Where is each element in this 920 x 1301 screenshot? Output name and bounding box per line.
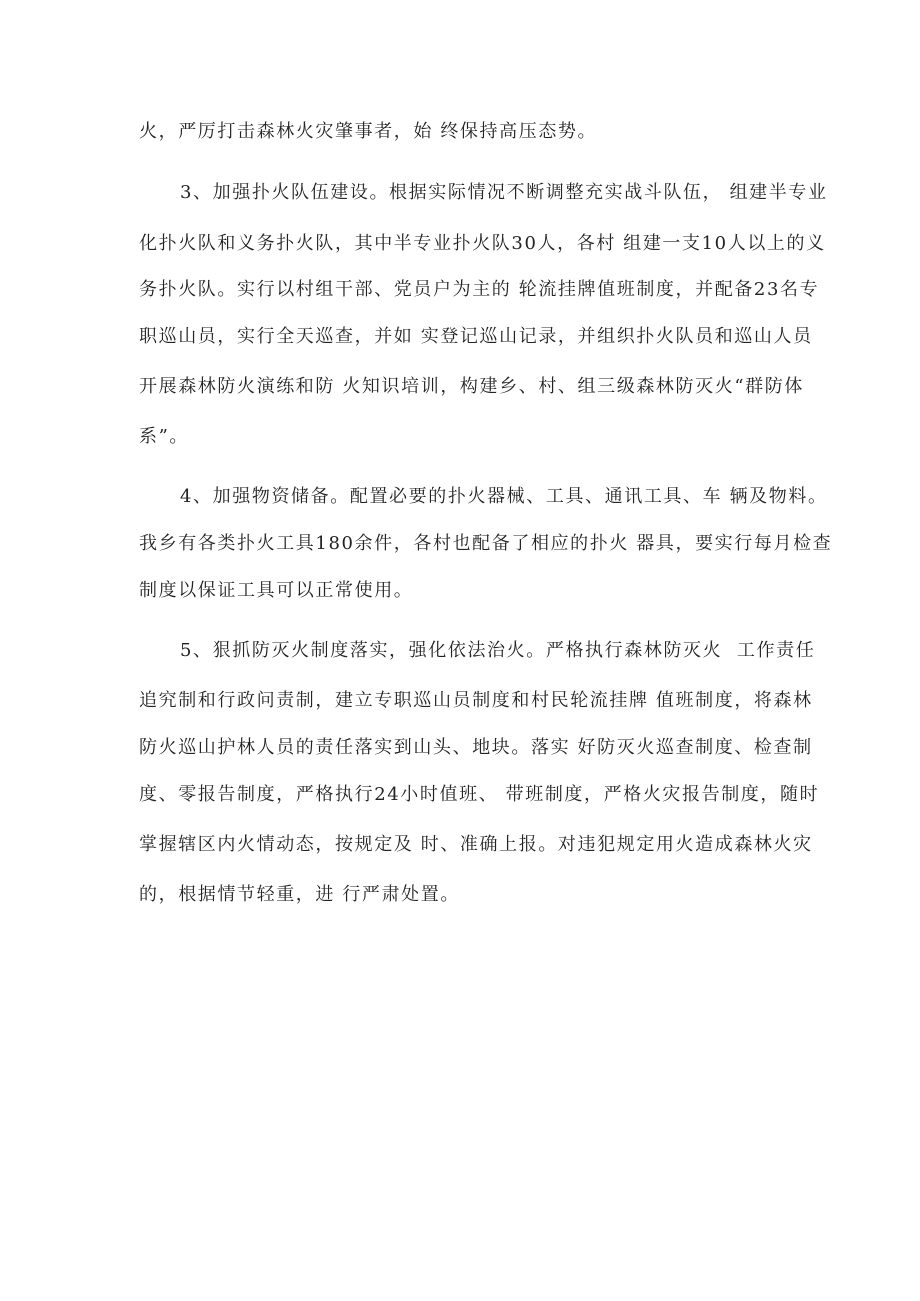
- paragraph-4-start: 4、加强物资储备。配置必要的扑火器械、工具、通讯工具、车 辆及物料。: [180, 486, 828, 507]
- text-line: 职巡山员，实行全天巡查，并如 实登记巡山记录，并组织扑火队员和巡山人员: [139, 326, 813, 347]
- paragraph-3-start: 3、加强扑火队伍建设。根据实际情况不断调整充实战斗队伍， 组建半专业: [180, 182, 828, 203]
- text-line: 开展森林防火演练和防 火知识培训，构建乡、村、组三级森林防灭火“群防体: [139, 376, 804, 397]
- text-line: 系”。: [139, 426, 190, 447]
- text-line: 的，根据情节轻重，进 行严肃处置。: [139, 884, 460, 905]
- text-line: 掌握辖区内火情动态，按规定及 时、准确上报。对违犯规定用火造成森林火灾: [139, 834, 813, 855]
- text-line: 制度以保证工具可以正常使用。: [139, 580, 414, 601]
- text-line: 化扑火队和义务扑火队，其中半专业扑火队30人，各村 组建一支10人以上的义: [139, 233, 826, 254]
- text-line: 防火巡山护林人员的责任落实到山头、地块。落实 好防灭火巡查制度、检查制: [139, 737, 813, 758]
- text-line: 追究制和行政问责制，建立专职巡山员制度和村民轮流挂牌 值班制度，将森林: [139, 690, 813, 711]
- text-line: 务扑火队。实行以村组干部、党员户为主的 轮流挂牌值班制度，并配备23名专: [139, 279, 820, 300]
- text-line: 我乡有各类扑火工具180余件，各村也配备了相应的扑火 器具，要实行每月检查: [139, 533, 833, 554]
- paragraph-5-start: 5、狠抓防灭火制度落实，强化依法治火。严格执行森林防灭火 工作责任: [180, 640, 816, 661]
- text-line: 火，严厉打击森林火灾肇事者，始 终保持高压态势。: [139, 121, 598, 142]
- text-line: 度、零报告制度，严格执行24小时值班、 带班制度，严格火灾报告制度，随时: [139, 784, 820, 805]
